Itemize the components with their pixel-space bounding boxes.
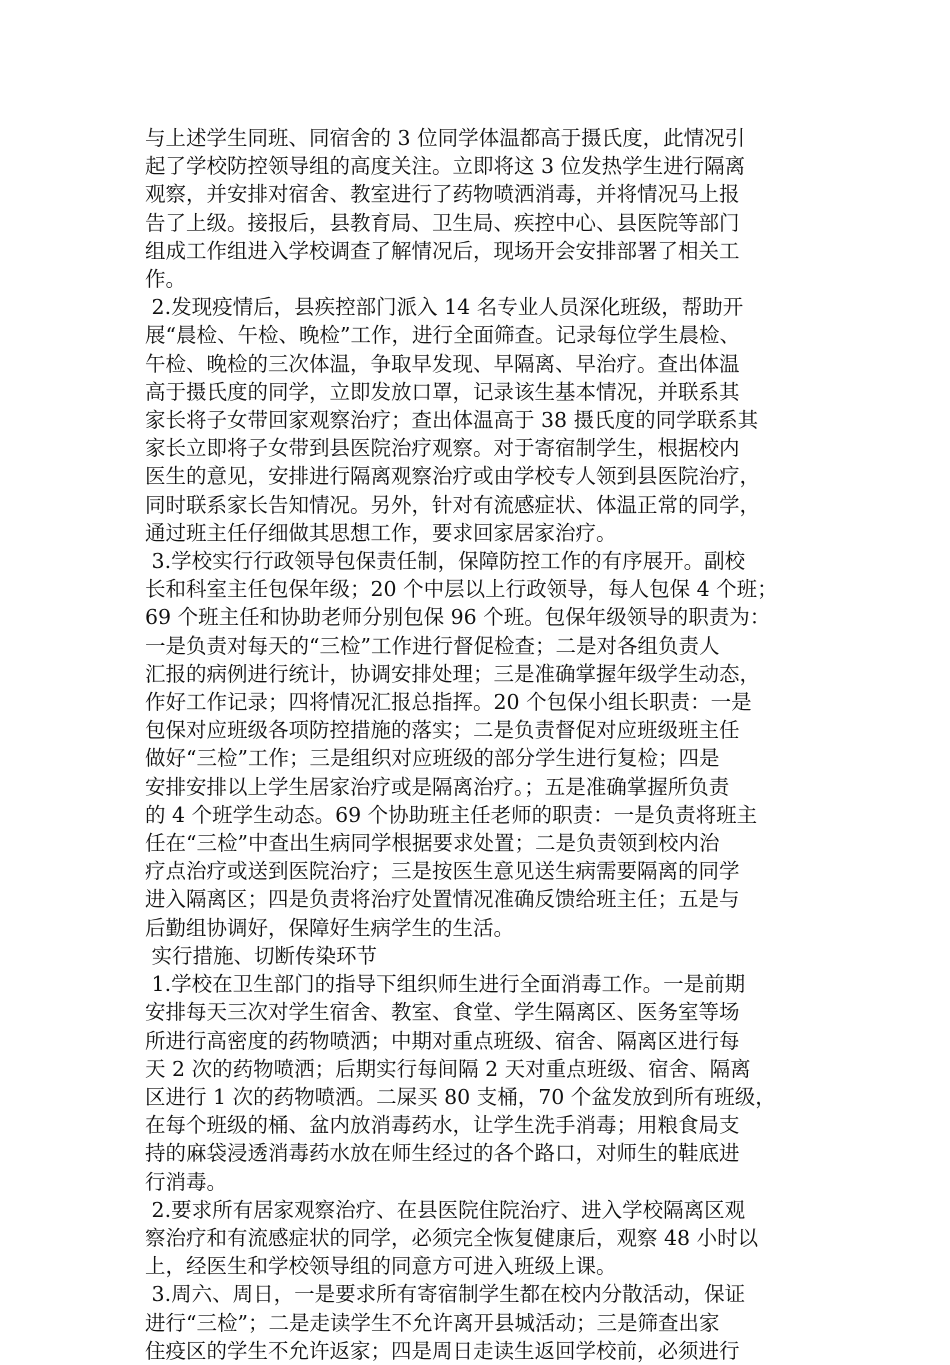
paragraph-item-2: 2.发现疫情后，县疾控部门派入 14 名专业人员深化班级，帮助开 展“晨检、午检、晚检”工作，进行全面筛查。记录每位学生晨检、 午检、晚检的三次体温，争取早发现、早隔离、早治疗。查出体温 高于摄氏度的同学，立即发放口罩，记录该生基本情况，并联系其 家长将子女带回家观察治疗；查出体温高于 38 摄氏度的同学联系其 家长立即将子女带到县医院治疗观察。对于寄宿制学生，根据校内 医生的意见，安排进行隔离观察治疗或由学校专人领到县医院治疗， 同时联系家长告知情况。另外，针对有流感症状、体温正常的同学， 通过班主任仔细做其思想工作，要求回家居家治疗。 bbox=[145, 295, 760, 545]
document-body bbox=[145, 124, 815, 1365]
section-heading: 实行措施、切断传染环节 bbox=[145, 943, 378, 968]
paragraph-item-3: 3.学校实行行政领导包保责任制，保障防控工作的有序展开。副校 长和科室主任包保年级；20 个中层以上行政领导，每人包保 4 个班； 69 个班主任和协助老师分别包保 96 个班。包保年级领导的职责为： 一是负责对每天的“三检”工作进行督促检查；二是对各组负责人 汇报的病例进行统计，协调安排处理；三是准确掌握年级学生动态， 作好工作记录；四将情况汇报总指挥。20 个包保小组长职责：一是 包保对应班级各项防控措施的落实；二是负责督促对应班级班主任 做好“三检”工作；三是组织对应班级的部分学生进行复检；四是 安排安排以上学生居家治疗或是隔离治疗。；五是准确掌握所负责 的 4 个班学生动态。69 个协助班主任老师的职责：一是负责将班主 任在“三检”中查出生病同学根据要求处置；二是负责领到校内治 疗点治疗或送到医院治疗；三是按医生意见送生病需要隔离的同学 进入隔离区；四是负责将治疗处置情况准确反馈给班主任；五是与 后勤组协调好，保障好生病学生的生活。 bbox=[145, 549, 778, 940]
paragraph-measure-3: 3.周六、周日，一是要求所有寄宿制学生都在校内分散活动，保证 进行“三检”；二是走读学生不允许离开县城活动；三是筛查出家 住疫区的学生不允许返家；四是周日走读生返回学校前，必须进行 bbox=[145, 1282, 746, 1363]
paragraph-measure-2: 2.要求所有居家观察治疗、在县医院住院治疗、进入学校隔离区观 察治疗和有流感症状的同学，必须完全恢复健康后，观察 48 小时以 上，经医生和学校领导组的同意方可进入班级上课。 bbox=[145, 1197, 759, 1279]
paragraph-continuation: 与上述学生同班、同宿舍的 3 位同学体温都高于摄氏度，此情况引 起了学校防控领导组的高度关注。立即将这 3 位发热学生进行隔离 观察，并安排对宿舍、教室进行了药物喷洒消毒，并将情况马上报 告了上级。接报后，县教育局、卫生局、疾控中心、县医院等部门 组成工作组进入学校调查了解情况后，现场开会安排部署了相关工 作。 bbox=[145, 126, 746, 292]
paragraph-measure-1: 1.学校在卫生部门的指导下组织师生进行全面消毒工作。一是前期 安排每天三次对学生宿舍、教室、食堂、学生隔离区、医务室等场 所进行高密度的药物喷洒；中期对重点班级、宿舍、隔离区进行每 天 2 次的药物喷洒；后期实行每间隔 2 天对重点班级、宿舍、隔离 区进行 1 次的药物喷洒。二屎买 80 支桶，70 个盆发放到所有班级， 在每个班级的桶、盆内放消毒药水，让学生洗手消毒；用粮食局支 持的麻袋浸透消毒药水放在师生经过的各个路口，对师生的鞋底进 行消毒。 bbox=[145, 972, 776, 1194]
